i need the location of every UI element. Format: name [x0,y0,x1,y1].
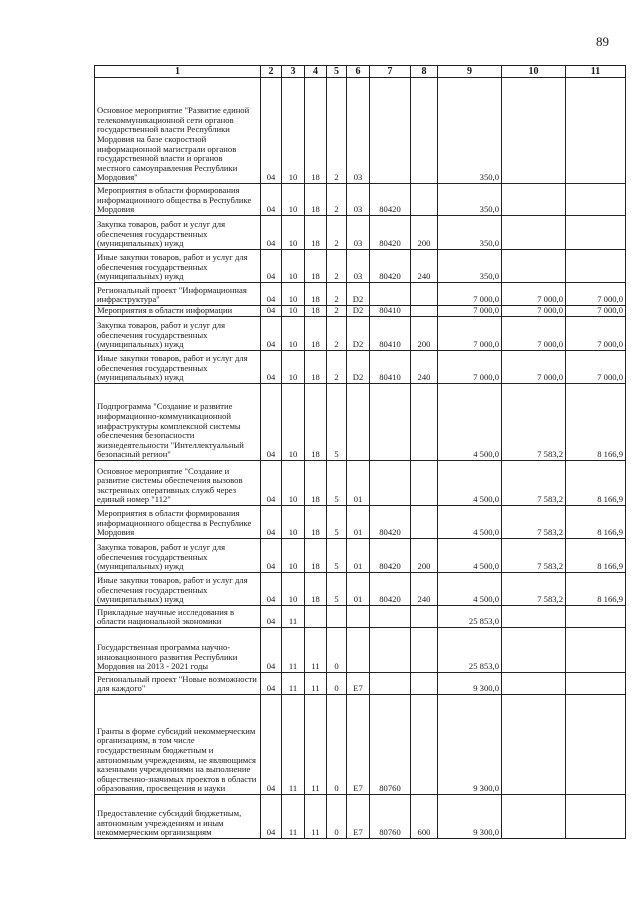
amount-col-10: 7 583,2 [502,461,566,506]
amount-col-9: 350,0 [438,184,502,216]
code-direction: 80410 [370,306,411,317]
code-subsection: 10 [282,250,305,283]
code-section: 04 [261,628,282,673]
code-activity [347,628,370,673]
code-activity: D2 [347,283,370,306]
table-row [95,673,626,695]
page-number: 89 [596,34,609,49]
table-row [95,317,626,351]
amount-col-11 [566,250,626,283]
table-row [95,461,626,506]
code-program: 11 [305,673,327,695]
amount-col-11: 8 166,9 [566,539,626,573]
code-subsection: 10 [282,351,305,384]
row-name: Иные закупки товаров, работ и услуг для обеспечения государственных (муниципальных) нужд [95,351,261,384]
table-row [95,184,626,216]
table-row [95,78,626,184]
code-subprogram: 5 [327,384,347,461]
code-expense-type [411,628,438,673]
table-row [95,795,626,839]
code-section: 04 [261,184,282,216]
code-activity [347,384,370,461]
code-subsection: 11 [282,673,305,695]
row-name: Закупка товаров, работ и услуг для обеспечения государственных (муниципальных) нужд [95,539,261,573]
amount-col-9: 7 000,0 [438,317,502,351]
row-name: Основное мероприятие "Развитие единой телекоммуникационной сети органов государственной власти Республики Мордовия на базе скоростной информационной магистрали органов государственной власти и органов местного самоуправления Республики Мордовия" [95,78,261,184]
amount-col-11 [566,628,626,673]
code-program: 18 [305,573,327,606]
code-section: 04 [261,695,282,795]
row-name: Предоставление субсидий бюджетным, автономным учреждениям и иным некоммерческим организациям [95,795,261,839]
amount-col-9: 4 500,0 [438,573,502,606]
row-name: Региональный проект "Новые возможности для каждого" [95,673,261,695]
column-header: 5 [327,66,347,78]
code-activity: D2 [347,317,370,351]
code-section: 04 [261,539,282,573]
code-expense-type [411,184,438,216]
amount-col-11: 8 166,9 [566,384,626,461]
column-header: 8 [411,66,438,78]
code-activity: 01 [347,461,370,506]
table-row [95,306,626,317]
code-subprogram: 2 [327,306,347,317]
row-name: Гранты в форме субсидий некоммерческим организациям, в том числе государственным бюджетным и автономным учреждениям, не являющимся казенными учреждениями на выполнение общественно-значимых проектов в области образования, просвещения и науки [95,695,261,795]
code-subsection: 10 [282,384,305,461]
column-header: 2 [261,66,282,78]
code-subprogram: 2 [327,184,347,216]
table-row [95,539,626,573]
code-program: 18 [305,216,327,250]
code-activity: 03 [347,216,370,250]
column-header: 6 [347,66,370,78]
code-expense-type: 240 [411,250,438,283]
code-section: 04 [261,795,282,839]
header-row [95,66,626,78]
column-header: 4 [305,66,327,78]
code-direction: 80420 [370,539,411,573]
code-program: 11 [305,628,327,673]
amount-col-11: 7 000,0 [566,317,626,351]
amount-col-10: 7 583,2 [502,539,566,573]
code-subprogram: 5 [327,539,347,573]
code-direction: 80420 [370,506,411,539]
code-direction [370,606,411,628]
amount-col-11 [566,78,626,184]
code-subprogram: 2 [327,351,347,384]
amount-col-9: 9 300,0 [438,795,502,839]
amount-col-10: 7 000,0 [502,351,566,384]
code-subsection: 10 [282,573,305,606]
code-expense-type [411,78,438,184]
code-subprogram: 0 [327,673,347,695]
amount-col-9: 350,0 [438,78,502,184]
amount-col-10: 7 000,0 [502,306,566,317]
amount-col-11 [566,673,626,695]
row-name: Иные закупки товаров, работ и услуг для обеспечения государственных (муниципальных) нужд [95,573,261,606]
code-subsection: 10 [282,506,305,539]
code-subsection: 10 [282,539,305,573]
code-expense-type [411,506,438,539]
row-name: Закупка товаров, работ и услуг для обеспечения государственных (муниципальных) нужд [95,216,261,250]
code-program [305,606,327,628]
code-subsection: 10 [282,461,305,506]
amount-col-10: 7 583,2 [502,506,566,539]
code-direction [370,461,411,506]
code-subprogram: 2 [327,283,347,306]
amount-col-10 [502,628,566,673]
amount-col-10 [502,184,566,216]
row-name: Прикладные научные исследования в области национальной экономики [95,606,261,628]
code-program: 18 [305,306,327,317]
code-direction: 80420 [370,216,411,250]
code-activity: D2 [347,351,370,384]
code-direction: 80410 [370,351,411,384]
code-direction: 80410 [370,317,411,351]
code-activity: 01 [347,506,370,539]
code-direction: 80760 [370,695,411,795]
code-expense-type [411,461,438,506]
code-activity: E7 [347,673,370,695]
column-header: 9 [438,66,502,78]
code-activity: E7 [347,795,370,839]
code-section: 04 [261,283,282,306]
table-row [95,250,626,283]
table-row [95,506,626,539]
amount-col-11: 7 000,0 [566,306,626,317]
code-direction: 80760 [370,795,411,839]
code-subsection: 10 [282,216,305,250]
table-row [95,283,626,306]
code-section: 04 [261,506,282,539]
column-header: 7 [370,66,411,78]
column-header: 3 [282,66,305,78]
table-row [95,384,626,461]
code-activity: 01 [347,539,370,573]
amount-col-10 [502,673,566,695]
code-section: 04 [261,216,282,250]
code-subsection: 10 [282,184,305,216]
amount-col-10: 7 583,2 [502,384,566,461]
table-row [95,351,626,384]
table-row [95,628,626,673]
amount-col-10: 7 000,0 [502,283,566,306]
table-row [95,606,626,628]
code-activity: 03 [347,78,370,184]
code-subsection: 11 [282,606,305,628]
code-subprogram [327,606,347,628]
amount-col-10: 7 583,2 [502,573,566,606]
row-name: Основное мероприятие "Создание и развитие системы обеспечения вызовов экстренных оперативных служб через единый номер "112" [95,461,261,506]
amount-col-10 [502,78,566,184]
row-name: Подпрограмма "Создание и развитие информационно-коммуникационной инфраструктуры комплексной системы обеспечения безопасности жизнедеятельности "Интеллектуальный безопасный регион" [95,384,261,461]
code-subsection: 11 [282,695,305,795]
amount-col-9: 7 000,0 [438,283,502,306]
code-subprogram: 0 [327,795,347,839]
code-expense-type: 240 [411,573,438,606]
code-expense-type: 240 [411,351,438,384]
code-activity: 01 [347,573,370,606]
amount-col-10 [502,216,566,250]
code-section: 04 [261,306,282,317]
code-expense-type [411,306,438,317]
code-expense-type [411,606,438,628]
row-name: Региональный проект "Информационная инфраструктура" [95,283,261,306]
code-section: 04 [261,461,282,506]
code-section: 04 [261,78,282,184]
code-subprogram: 2 [327,216,347,250]
code-program: 18 [305,351,327,384]
amount-col-10 [502,695,566,795]
amount-col-9: 9 300,0 [438,673,502,695]
amount-col-9: 25 853,0 [438,606,502,628]
amount-col-10: 7 000,0 [502,317,566,351]
code-activity [347,606,370,628]
amount-col-11: 8 166,9 [566,461,626,506]
code-expense-type [411,384,438,461]
code-expense-type: 600 [411,795,438,839]
budget-table [94,65,626,839]
code-expense-type: 200 [411,539,438,573]
amount-col-10 [502,606,566,628]
code-expense-type [411,695,438,795]
amount-col-9: 350,0 [438,250,502,283]
code-direction: 80420 [370,184,411,216]
amount-col-9: 350,0 [438,216,502,250]
amount-col-11 [566,795,626,839]
code-subsection: 10 [282,78,305,184]
code-program: 18 [305,78,327,184]
amount-col-11: 8 166,9 [566,573,626,606]
amount-col-11 [566,606,626,628]
code-subprogram: 2 [327,78,347,184]
table-row [95,573,626,606]
row-name: Мероприятия в области формирования информационного общества в Республике Мордовия [95,506,261,539]
code-section: 04 [261,317,282,351]
row-name: Мероприятия в области информации [95,306,261,317]
amount-col-11 [566,216,626,250]
code-section: 04 [261,384,282,461]
row-name: Государственная программа научно-инновационного развития Республики Мордовия на 2013 - 2021 годы [95,628,261,673]
table-row [95,216,626,250]
code-subprogram: 5 [327,461,347,506]
amount-col-11 [566,184,626,216]
code-subprogram: 5 [327,573,347,606]
code-subsection: 11 [282,628,305,673]
code-program: 11 [305,695,327,795]
amount-col-10 [502,250,566,283]
code-section: 04 [261,673,282,695]
amount-col-9: 4 500,0 [438,539,502,573]
code-direction [370,673,411,695]
code-subprogram: 2 [327,250,347,283]
row-name: Закупка товаров, работ и услуг для обеспечения государственных (муниципальных) нужд [95,317,261,351]
code-expense-type: 200 [411,317,438,351]
amount-col-9: 4 500,0 [438,506,502,539]
code-activity: E7 [347,695,370,795]
column-header: 11 [566,66,626,78]
code-program: 11 [305,795,327,839]
code-subprogram: 0 [327,695,347,795]
code-program: 18 [305,384,327,461]
code-section: 04 [261,250,282,283]
amount-col-11: 7 000,0 [566,351,626,384]
amount-col-9: 7 000,0 [438,351,502,384]
code-direction [370,384,411,461]
amount-col-9: 4 500,0 [438,384,502,461]
table-row [95,695,626,795]
code-activity: D2 [347,306,370,317]
row-name: Мероприятия в области формирования информационного общества в Республике Мордовия [95,184,261,216]
code-expense-type: 200 [411,216,438,250]
amount-col-9: 25 853,0 [438,628,502,673]
code-direction [370,628,411,673]
code-direction: 80420 [370,250,411,283]
code-program: 18 [305,283,327,306]
code-subprogram: 2 [327,317,347,351]
code-subsection: 10 [282,306,305,317]
amount-col-11 [566,695,626,795]
code-subprogram: 5 [327,506,347,539]
code-activity: 03 [347,250,370,283]
code-expense-type [411,283,438,306]
code-program: 18 [305,184,327,216]
code-section: 04 [261,573,282,606]
code-section: 04 [261,351,282,384]
code-direction [370,283,411,306]
code-direction [370,78,411,184]
amount-col-9: 9 300,0 [438,695,502,795]
amount-col-10 [502,795,566,839]
column-header: 10 [502,66,566,78]
row-name: Иные закупки товаров, работ и услуг для обеспечения государственных (муниципальных) нужд [95,250,261,283]
table-body [95,78,626,839]
code-subsection: 11 [282,795,305,839]
code-program: 18 [305,250,327,283]
code-subsection: 10 [282,317,305,351]
code-program: 18 [305,461,327,506]
amount-col-11: 7 000,0 [566,283,626,306]
column-header: 1 [95,66,261,78]
code-subprogram: 0 [327,628,347,673]
code-section: 04 [261,606,282,628]
code-program: 18 [305,506,327,539]
code-program: 18 [305,539,327,573]
amount-col-11: 8 166,9 [566,506,626,539]
code-expense-type [411,673,438,695]
amount-col-9: 4 500,0 [438,461,502,506]
code-program: 18 [305,317,327,351]
code-subsection: 10 [282,283,305,306]
amount-col-9: 7 000,0 [438,306,502,317]
code-direction: 80420 [370,573,411,606]
code-activity: 03 [347,184,370,216]
